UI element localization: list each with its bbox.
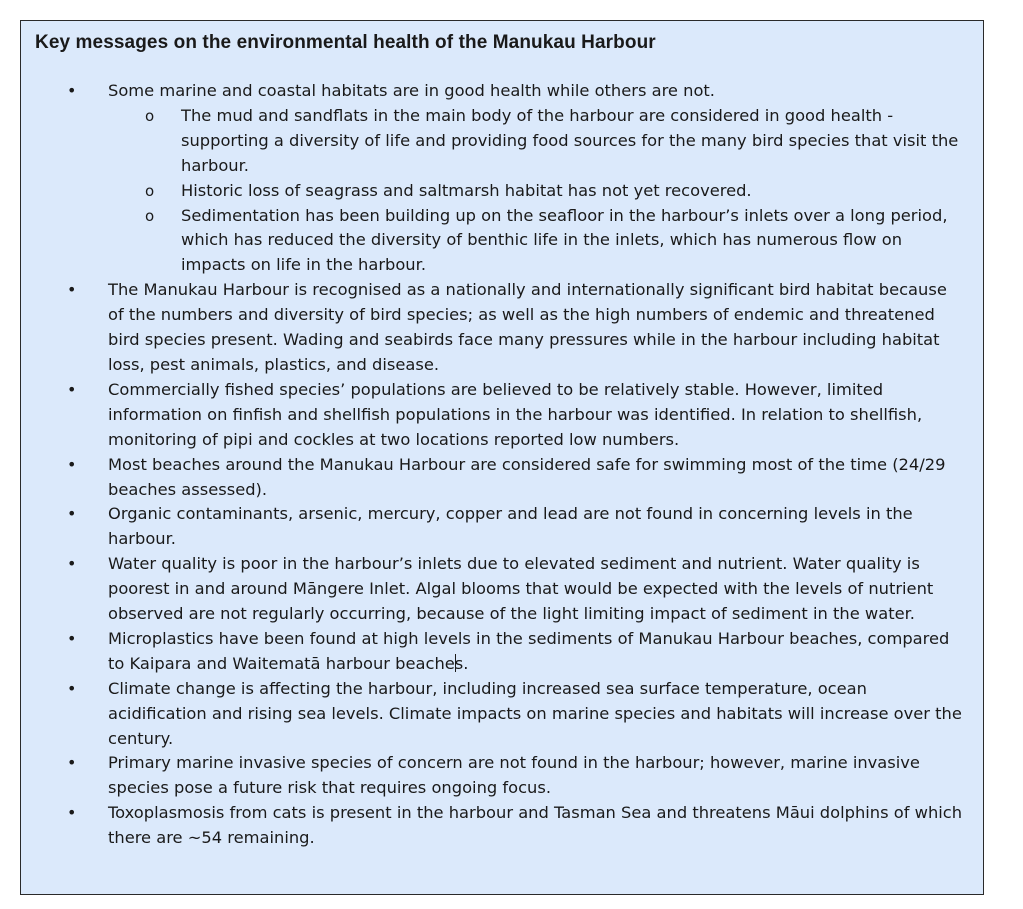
- list-item-text: Organic contaminants, arsenic, mercury, copper and lead are not found in concerning levels in the harbour.: [108, 504, 913, 549]
- bullet-icon: •: [67, 554, 77, 574]
- bullet-icon: •: [67, 504, 77, 524]
- bullet-icon: •: [67, 628, 77, 648]
- list-item: [21, 278, 983, 378]
- sub-list-item: [108, 204, 965, 279]
- list-item-text: Climate change is affecting the harbour, including increased sea surface temperature, ocean acidification and rising sea levels. Climate impacts on marine species and habitats will increase over the century.: [108, 678, 962, 748]
- key-messages-list: [21, 79, 983, 851]
- bullet-icon: •: [67, 379, 77, 399]
- sub-list-item: [108, 179, 965, 204]
- box-title: Key messages on the environmental health of the Manukau Harbour: [35, 32, 656, 53]
- list-item-text: Some marine and coastal habitats are in good health while others are not.: [108, 81, 715, 100]
- list-item-text: Water quality is poor in the harbour’s inlets due to elevated sediment and nutrient. Water quality is poorest in and around Māngere Inlet. Algal blooms that would be expected with the levels of nutrient observed are not regularly occurring, because of the light limiting impact of sediment in the water.: [108, 554, 934, 624]
- circle-bullet-icon: o: [145, 106, 155, 125]
- circle-bullet-icon: o: [145, 206, 155, 225]
- list-item-text: Most beaches around the Manukau Harbour are considered safe for swimming most of the time (24/29 beaches assessed).: [108, 454, 946, 499]
- list-item-text-end: s.: [454, 653, 469, 673]
- sub-list-item-text: Sedimentation has been building up on the seafloor in the harbour’s inlets over a long period, which has reduced the diversity of benthic life in the inlets, which has numerous flow on impacts on life in the harbour.: [181, 205, 948, 275]
- list-item: [21, 677, 983, 752]
- list-item-text: Toxoplasmosis from cats is present in the harbour and Tasman Sea and threatens Māui dolphins of which there are ~54 remaining.: [108, 803, 963, 848]
- list-item-text: Primary marine invasive species of concern are not found in the harbour; however, marine invasive species pose a future risk that requires ongoing focus.: [108, 753, 920, 798]
- bullet-icon: •: [67, 678, 77, 698]
- list-item: [21, 552, 983, 627]
- list-item: [21, 378, 983, 453]
- list-item: [21, 751, 983, 801]
- list-item-text: Commercially fished species’ populations are believed to be relatively stable. However, limited information on finfish and shellfish populations in the harbour was identified. In relation to shellfish, monitoring of pipi and cockles at two locations reported low numbers.: [108, 379, 923, 449]
- sub-list-item: [108, 104, 965, 179]
- list-item: [21, 801, 983, 851]
- list-item: [21, 79, 983, 278]
- list-item: [21, 502, 983, 552]
- list-item: [21, 627, 983, 677]
- sub-list: [108, 104, 965, 278]
- bullet-icon: •: [67, 803, 77, 823]
- key-messages-box: [20, 20, 984, 895]
- bullet-icon: •: [67, 81, 77, 100]
- sub-list-item-text: The mud and sandflats in the main body of the harbour are considered in good health - supporting a diversity of life and providing food sources for the many bird species that visit the harbour.: [181, 105, 959, 175]
- sub-list-item-text: Historic loss of seagrass and saltmarsh habitat has not yet recovered.: [181, 180, 752, 200]
- circle-bullet-icon: o: [145, 181, 155, 200]
- list-item-text: Microplastics have been found at high levels in the sediments of Manukau Harbour beaches, compared to Kaipara and Waitematā harbour beache: [108, 628, 950, 673]
- bullet-icon: •: [67, 280, 77, 300]
- bullet-icon: •: [67, 753, 77, 773]
- bullet-icon: •: [67, 454, 77, 474]
- list-item-text: The Manukau Harbour is recognised as a nationally and internationally significant bird habitat because of the numbers and diversity of bird species; as well as the high numbers of endemic and threatened bird species present. Wading and seabirds face many pressures while in the harbour including habitat loss, pest animals, plastics, and disease.: [108, 280, 947, 374]
- list-item: [21, 453, 983, 503]
